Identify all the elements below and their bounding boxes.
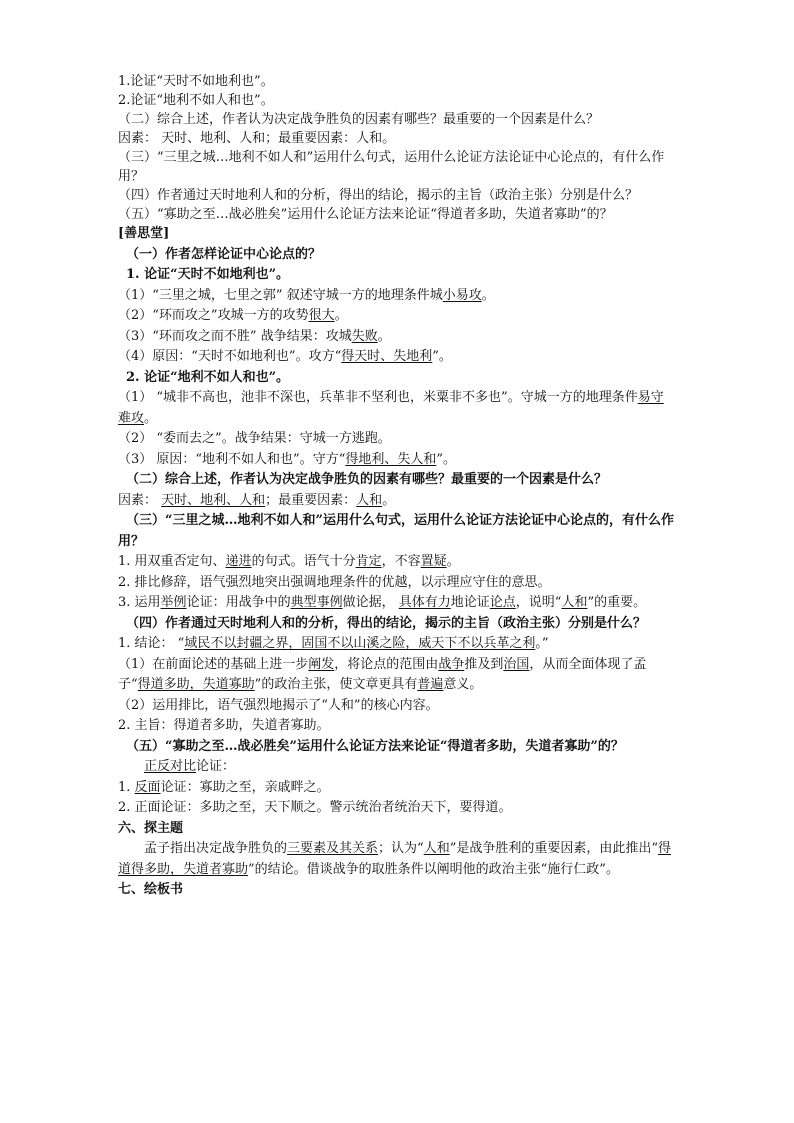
sub-heading: 1. 论证“天时不如地利也”。	[126, 267, 290, 282]
text-line: （四）作者通过天时地利人和的分析，得出的结论，揭示的主旨（政治主张）分别是什么？	[118, 188, 639, 203]
section-heading: 六、探主题	[118, 820, 184, 836]
answer-line: （2） “委而去之”。战争结果：守城一方逃跑。	[118, 431, 391, 446]
answer-line: （1） “城非不高也，池非不深也，兵革非不坚利也，米粟非不多也”。守城一方的地理条件易守难攻。	[118, 390, 664, 426]
answer-line: （1）“三里之城，七里之郭” 叙述守城一方的地理条件城小易攻。	[118, 287, 495, 303]
question-title: （五）“寡助之至…战必胜矣”运用什么论证方法来论证“得道者多助，失道者寡助”的？	[126, 738, 624, 754]
section-heading: 七、绘板书	[118, 882, 184, 897]
answer-line: （2）“环而攻之”攻城一方的攻势很大。	[118, 308, 348, 323]
answer-line: 3. 运用举例论证：用战争中的典型事例做论据， 具体有力地论证论点，说明“人和”的重要。	[118, 595, 647, 610]
text-line: 1.论证“天时不如地利也”。	[118, 74, 274, 89]
question-title: （四）作者通过天时地利人和的分析，得出的结论，揭示的主旨（政治主张）分别是什么？	[126, 615, 647, 631]
text-line: 因素： 天时、地利、人和；最重要因素：人和。	[118, 131, 396, 146]
answer-line: 2. 主旨：得道者多助，失道者寡助。	[118, 718, 330, 733]
answer-line: 2. 正面论证：多助之至，天下顺之。警示统治者统治天下，要得道。	[118, 800, 512, 815]
answer-line: （2）运用排比，语气强烈地揭示了“人和”的核心内容。	[118, 697, 439, 713]
answer-line: 1. 用双重否定句、递进的句式。语气十分肯定，不容置疑。	[118, 554, 460, 569]
text-line: （二）综合上述，作者认为决定战争胜负的因素有哪些？最重要的一个因素是什么？	[118, 112, 600, 127]
text-line: 2.论证“地利不如人和也”。	[118, 93, 274, 108]
answer-line: 1. 结论： “域民不以封疆之界，固国不以山溪之险，威天下不以兵革之利。”	[118, 636, 549, 651]
text-line: （三）“三里之城…地利不如人和”运用什么句式，运用什么论证方法论证中心论点的，有什么作用？	[118, 150, 665, 184]
text-line: （五）“寡助之至…战必胜矣”运用什么论证方法来论证“得道者多助，失道者寡助”的？	[118, 207, 613, 222]
question-title: （三）“三里之城…地利不如人和”运用什么句式，运用什么论证方法论证中心论点的，有什么作用？	[118, 513, 674, 549]
sub-heading: 2. 论证“地利不如人和也”。	[126, 369, 290, 385]
document-page	[118, 72, 676, 901]
paragraph: 孟子指出决定战争胜负的三要素及其关系；认为“人和”是战争胜利的重要因素，由此推出“得道得多助，失道者寡助”的结论。借谈战争的取胜条件以阐明他的政治主张“施行仁政”。	[118, 841, 672, 877]
answer-line: （1）在前面论述的基础上进一步阐发，将论点的范围由战争推及到治国，从而全面体现了孟子“得道多助，失道寡助”的政治主张，使文章更具有普遍意义。	[118, 656, 647, 692]
answer-line: 正反对比论证：	[144, 759, 236, 774]
answer-line: （3） 原因：“地利不如人和也”。守方“得地利、失人和”。	[118, 451, 457, 467]
question-title: （一）作者怎样论证中心论点的？	[126, 246, 322, 262]
answer-line: 2. 排比修辞，语气强烈地突出强调地理条件的优越，以示理应守住的意思。	[118, 574, 551, 590]
answer-line: （4）原因：“天时不如地利也”。攻方“得天时、失地利”。	[118, 349, 452, 364]
answer-line: （3）“环而攻之而不胜” 战争结果：攻城失败。	[118, 328, 391, 344]
answer-line: 因素： 天时、地利、人和；最重要因素：人和。	[118, 492, 396, 508]
question-title: （二）综合上述，作者认为决定战争胜负的因素有哪些？最重要的一个因素是什么？	[126, 472, 608, 487]
section-heading: [善思堂]	[118, 226, 170, 241]
answer-line: 1. 反面论证：寡助之至，亲戚畔之。	[118, 779, 330, 795]
